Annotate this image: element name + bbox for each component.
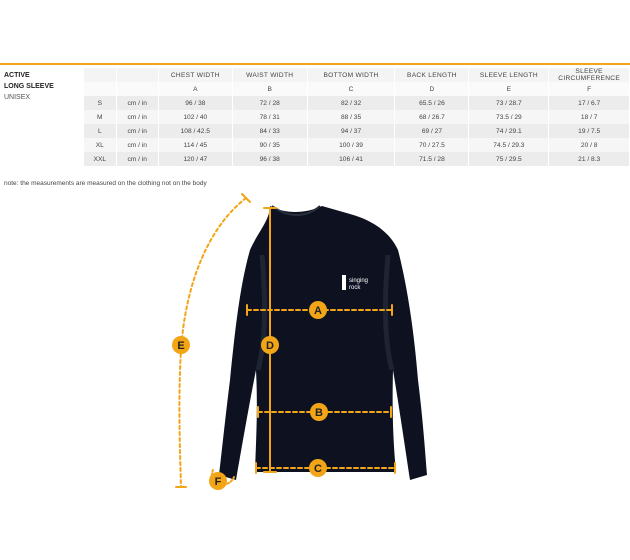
column-header: SLEEVE CIRCUMFERENCE (549, 68, 630, 82)
value-cell: 74.5 / 29.3 (469, 138, 549, 152)
brand-logo-text-line1: singing (349, 278, 369, 284)
marker-d-label: D (266, 340, 274, 352)
marker-c (309, 459, 327, 477)
value-cell: 74 / 29.1 (469, 124, 549, 138)
measurement-letter: C (307, 82, 395, 96)
value-cell: 69 / 27 (395, 124, 469, 138)
value-cell: 20 / 8 (549, 138, 630, 152)
table-row (84, 152, 630, 166)
measurement-letter: E (469, 82, 549, 96)
size-table (84, 68, 630, 166)
marker-e (172, 336, 190, 354)
size-cell: XXL (84, 152, 116, 166)
value-cell: 68 / 26.7 (395, 110, 469, 124)
marker-b-label: B (315, 407, 323, 419)
table-header-row (84, 68, 630, 82)
header-blank-size (84, 68, 116, 82)
value-cell: 94 / 37 (307, 124, 395, 138)
value-cell: 90 / 35 (232, 138, 307, 152)
size-cell: S (84, 96, 116, 110)
value-cell: 100 / 39 (307, 138, 395, 152)
value-cell: 114 / 45 (158, 138, 232, 152)
value-cell: 71.5 / 28 (395, 152, 469, 166)
value-cell: 75 / 29.5 (469, 152, 549, 166)
size-cell: XL (84, 138, 116, 152)
marker-e-label: E (177, 340, 185, 352)
measure-cap-e-top (242, 194, 250, 202)
measurement-letter: A (158, 82, 232, 96)
value-cell: 72 / 28 (232, 96, 307, 110)
size-cell: M (84, 110, 116, 124)
product-title-line1: ACTIVE (4, 72, 30, 79)
value-cell: 96 / 38 (158, 96, 232, 110)
measurement-letter-row (84, 82, 630, 96)
value-cell: 78 / 31 (232, 110, 307, 124)
unit-cell: cm / in (116, 138, 158, 152)
measurement-letter: B (232, 82, 307, 96)
marker-b (310, 403, 328, 421)
marker-a-label: A (314, 305, 322, 317)
value-cell: 73 / 28.7 (469, 96, 549, 110)
table-row (84, 96, 630, 110)
value-cell: 88 / 35 (307, 110, 395, 124)
value-cell: 17 / 6.7 (549, 96, 630, 110)
column-header: CHEST WIDTH (158, 68, 232, 82)
value-cell: 82 / 32 (307, 96, 395, 110)
product-title-line2: LONG SLEEVE (4, 83, 54, 90)
column-header: WAIST WIDTH (232, 68, 307, 82)
value-cell: 120 / 47 (158, 152, 232, 166)
marker-f (209, 472, 227, 490)
shirt-measurement-diagram (0, 190, 630, 560)
column-header: SLEEVE LENGTH (469, 68, 549, 82)
table-row (84, 124, 630, 138)
header-blank-unit (116, 68, 158, 82)
measurement-letter: D (395, 82, 469, 96)
unit-cell: cm / in (116, 124, 158, 138)
product-label (4, 70, 84, 103)
value-cell: 84 / 33 (232, 124, 307, 138)
value-cell: 102 / 40 (158, 110, 232, 124)
marker-c-label: C (314, 463, 322, 475)
brand-logo-text-line2: rock (349, 285, 361, 291)
column-header: BACK LENGTH (395, 68, 469, 82)
shirt-silhouette (219, 206, 427, 480)
value-cell: 21 / 8.3 (549, 152, 630, 166)
measurement-note: note: the measurements are measured on the clothing not on the body (4, 180, 207, 187)
product-subtitle: UNISEX (4, 94, 31, 101)
size-cell: L (84, 124, 116, 138)
value-cell: 108 / 42.5 (158, 124, 232, 138)
measurement-letter: F (549, 82, 630, 96)
value-cell: 19 / 7.5 (549, 124, 630, 138)
table-row (84, 138, 630, 152)
unit-cell: cm / in (116, 152, 158, 166)
value-cell: 70 / 27.5 (395, 138, 469, 152)
column-header: BOTTOM WIDTH (307, 68, 395, 82)
value-cell: 65.5 / 26 (395, 96, 469, 110)
value-cell: 96 / 38 (232, 152, 307, 166)
unit-cell: cm / in (116, 110, 158, 124)
marker-d (261, 336, 279, 354)
brand-logo-mark (342, 275, 346, 290)
header-divider-line (0, 63, 630, 65)
value-cell: 18 / 7 (549, 110, 630, 124)
table-row (84, 110, 630, 124)
marker-f-label: F (214, 476, 222, 488)
value-cell: 106 / 41 (307, 152, 395, 166)
letter-blank (116, 82, 158, 96)
value-cell: 73.5 / 29 (469, 110, 549, 124)
marker-a (309, 301, 327, 319)
unit-cell: cm / in (116, 96, 158, 110)
letter-blank (84, 82, 116, 96)
